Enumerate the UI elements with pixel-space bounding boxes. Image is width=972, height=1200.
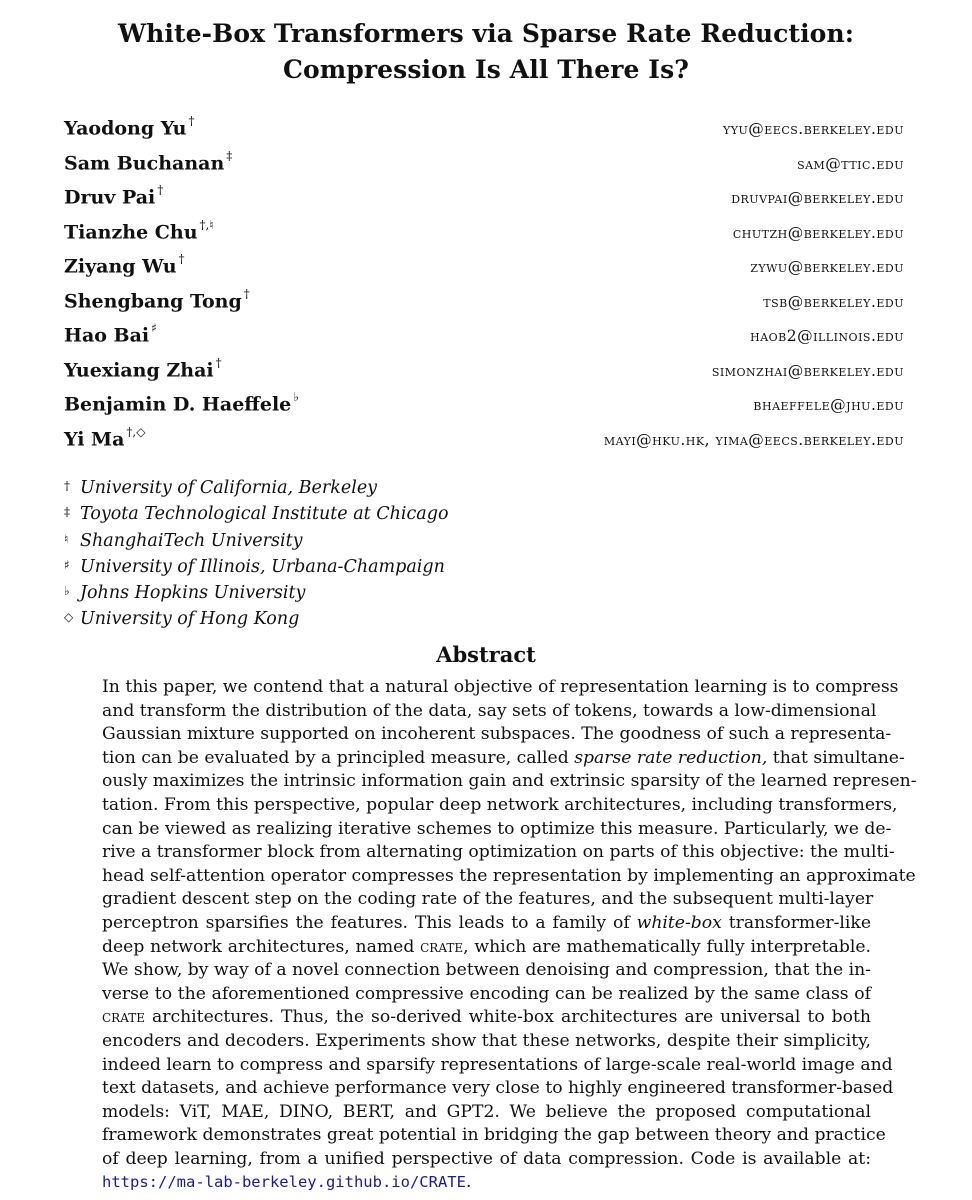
abstract-line: head self-attention operator compresses the representation by implementing an approximate <box>102 865 916 886</box>
author-name: Yuexiang Zhai † <box>64 355 222 381</box>
affiliation-list <box>64 478 584 636</box>
abstract-line: In this paper, we contend that a natural objective of representation learning is to compress <box>102 677 899 697</box>
affiliation-text: University of Hong Kong <box>80 609 300 630</box>
affiliation-item <box>64 609 584 635</box>
abstract-line: tion can be evaluated by a principled measure, called sparse rate reduction, that simultane- <box>102 747 905 768</box>
affiliation-marks: † <box>215 355 222 370</box>
abstract-line: encoders and decoders. Experiments show that these networks, despite their simplicity, <box>102 1030 871 1051</box>
affiliation-item <box>64 557 584 583</box>
author-email[interactable]: tsb@berkeley.edu <box>763 292 904 311</box>
abstract-line: verse to the aforementioned compressive encoding can be realized by the same class of <box>102 983 871 1004</box>
affiliation-item <box>64 504 584 530</box>
affiliation-item <box>64 583 584 609</box>
abstract-line: text datasets, and achieve performance very close to highly engineered transformer-based <box>102 1078 894 1099</box>
author-row <box>64 424 904 462</box>
affiliation-marks: †,◇ <box>126 424 146 439</box>
affiliation-item <box>64 531 584 557</box>
affiliation-mark: ♭ <box>64 584 70 599</box>
affiliation-mark: ♮ <box>64 531 69 546</box>
affiliation-mark: ‡ <box>64 505 70 520</box>
affiliation-text: Johns Hopkins University <box>80 583 306 604</box>
title-line-2: Compression Is All There Is? <box>282 55 690 84</box>
affiliation-mark: ♯ <box>64 557 70 572</box>
author-email[interactable]: haob2@illinois.edu <box>750 327 904 345</box>
author-name: Yaodong Yu † <box>64 114 195 140</box>
crate-name: crate <box>420 936 464 957</box>
abstract-line: gradient descent step on the coding rate of the features, and the subsequent multi-layer <box>102 889 874 910</box>
crate-name: crate <box>102 1007 145 1028</box>
abstract-line: We show, by way of a novel connection between denoising and compression, that the in- <box>102 960 871 981</box>
affiliation-text: University of California, Berkeley <box>80 478 378 498</box>
affiliation-marks: ♯ <box>151 321 157 335</box>
abstract-line: and transform the distribution of the data, say sets of tokens, towards a low-dimensional <box>102 700 877 721</box>
author-email[interactable]: simonzhai@berkeley.edu <box>711 361 904 380</box>
author-row <box>64 116 904 151</box>
author-list <box>64 116 904 461</box>
author-row <box>64 217 904 255</box>
abstract-line: https://ma-lab-berkeley.github.io/CRATE. <box>102 1172 472 1193</box>
author-row <box>64 254 904 289</box>
abstract-line: perceptron sparsifies the features. This leads to a family of white-box transformer-like <box>102 912 871 933</box>
author-name: Yi Ma †,◇ <box>64 424 146 450</box>
abstract-line: tation. From this perspective, popular deep network architectures, including transformers, <box>102 794 898 815</box>
abstract-heading: Abstract <box>436 642 536 667</box>
abstract-line: deep network architectures, named crate, which are mathematically fully interpretable. <box>102 936 871 957</box>
affiliation-text: Toyota Technological Institute at Chicago <box>80 504 449 525</box>
affiliation-marks: †,♮ <box>199 217 214 232</box>
author-name: Tianzhe Chu †,♮ <box>64 217 214 243</box>
abstract-line: ously maximizes the intrinsic information gain and extrinsic sparsity of the learned represen- <box>102 771 917 792</box>
affiliation-mark: † <box>64 479 70 493</box>
author-email[interactable]: yyu@eecs.berkeley.edu <box>722 120 904 138</box>
author-email[interactable]: chutzh@berkeley.edu <box>732 223 904 242</box>
affiliation-text: University of Illinois, Urbana-Champaign <box>80 556 445 577</box>
abstract-line: Gaussian mixture supported on incoherent subspaces. The goodness of such a representa- <box>102 724 892 745</box>
author-name: Druv Pai † <box>64 183 164 209</box>
emphasis-text: white-box <box>636 912 722 933</box>
author-name: Hao Bai ♯ <box>64 321 157 347</box>
affiliation-mark: ◇ <box>64 610 74 625</box>
abstract-line: of deep learning, from a unified perspective of data compression. Code is available at: <box>102 1148 871 1169</box>
abstract-line: can be viewed as realizing iterative schemes to optimize this measure. Particularly, we de- <box>102 818 892 839</box>
author-email[interactable]: zywu@berkeley.edu <box>750 258 904 276</box>
affiliation-marks: † <box>243 286 250 301</box>
author-row <box>64 392 904 427</box>
affiliation-item <box>64 478 584 504</box>
author-row <box>64 148 904 186</box>
abstract-line: rive a transformer block from alternating optimization on parts of this objective: the multi- <box>102 842 895 863</box>
affiliation-marks: † <box>157 183 164 197</box>
affiliation-marks: ‡ <box>226 148 233 163</box>
author-name: Sam Buchanan ‡ <box>64 148 233 174</box>
affiliation-text: ShanghaiTech University <box>80 530 303 551</box>
author-name: Shengbang Tong † <box>64 286 250 312</box>
author-email[interactable]: mayi@hku.hk, yima@eecs.berkeley.edu <box>603 430 904 449</box>
affiliation-marks: ♭ <box>293 390 299 404</box>
abstract-line: framework demonstrates great potential in bridging the gap between theory and practice <box>102 1125 886 1146</box>
author-name: Benjamin D. Haeffele ♭ <box>64 390 299 416</box>
abstract-line: models: ViT, MAE, DINO, BERT, and GPT2. We believe the proposed computational <box>102 1101 871 1122</box>
abstract-body <box>102 676 917 1195</box>
author-email[interactable]: bhaeffele@jhu.edu <box>753 396 904 414</box>
author-email[interactable]: druvpai@berkeley.edu <box>731 189 904 207</box>
emphasis-text: sparse rate reduction, <box>574 747 768 768</box>
author-email[interactable]: sam@ttic.edu <box>797 154 904 173</box>
affiliation-marks: † <box>188 114 195 128</box>
title-line-1: White-Box Transformers via Sparse Rate Reduction: <box>117 19 855 48</box>
author-name: Ziyang Wu † <box>64 252 185 278</box>
author-row <box>64 355 904 393</box>
code-link[interactable]: https://ma-lab-berkeley.github.io/CRATE <box>102 1173 466 1192</box>
author-row <box>64 185 904 220</box>
abstract-line: indeed learn to compress and sparsify representations of large-scale real-world image and <box>102 1054 893 1075</box>
affiliation-marks: † <box>178 252 185 266</box>
abstract-line: crate architectures. Thus, the so-derived white-box architectures are universal to both <box>102 1007 871 1028</box>
author-row <box>64 323 904 358</box>
paper-title <box>0 16 972 88</box>
author-row <box>64 286 904 324</box>
